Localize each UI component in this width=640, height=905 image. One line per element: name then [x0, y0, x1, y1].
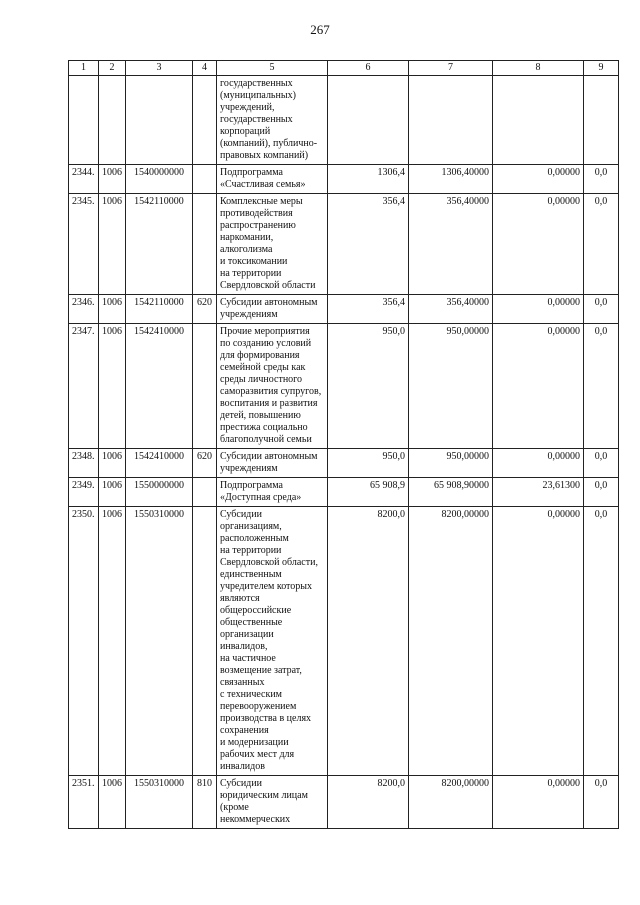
row-number-cell: 2351. — [69, 776, 99, 829]
executed-amount-cell: 950,00000 — [409, 324, 493, 449]
table-row — [69, 324, 619, 449]
section-cell: 1006 — [99, 478, 126, 507]
table-row — [69, 194, 619, 295]
expense-type-cell: 810 — [193, 776, 217, 829]
row-name-cell: государственных (муниципальных) учреждений, государственных корпораций (компаний), публично- правовых компаний) — [217, 76, 328, 165]
row-name-cell: Подпрограмма «Счастливая семья» — [217, 165, 328, 194]
row-name-cell: Субсидии автономным учреждениям — [217, 449, 328, 478]
col-header: 3 — [126, 61, 193, 76]
expense-type-cell: 620 — [193, 449, 217, 478]
page-number: 267 — [310, 22, 330, 37]
executed-amount-cell: 8200,00000 — [409, 776, 493, 829]
target-article-cell: 1542410000 — [126, 449, 193, 478]
percent-cell: 0,0 — [584, 194, 619, 295]
table-row — [69, 165, 619, 194]
section-cell: 1006 — [99, 295, 126, 324]
executed-amount-cell: 950,00000 — [409, 449, 493, 478]
row-number-cell: 2347. — [69, 324, 99, 449]
table-row — [69, 507, 619, 776]
col-header: 5 — [217, 61, 328, 76]
expense-type-cell — [193, 194, 217, 295]
target-article-cell: 1540000000 — [126, 165, 193, 194]
percent-cell: 0,0 — [584, 478, 619, 507]
row-number-cell: 2348. — [69, 449, 99, 478]
expense-type-cell: 620 — [193, 295, 217, 324]
col-header: 8 — [493, 61, 584, 76]
col-header: 6 — [328, 61, 409, 76]
row-number-cell: 2349. — [69, 478, 99, 507]
executed-amount-cell: 1306,40000 — [409, 165, 493, 194]
target-article-cell: 1550000000 — [126, 478, 193, 507]
row-number-cell: 2344. — [69, 165, 99, 194]
percent-cell: 0,0 — [584, 449, 619, 478]
col-header: 2 — [99, 61, 126, 76]
continuation-row — [69, 76, 619, 165]
table-row — [69, 449, 619, 478]
expense-type-cell — [193, 324, 217, 449]
federal-amount-cell: 0,00000 — [493, 449, 584, 478]
amount-cell: 8200,0 — [328, 507, 409, 776]
target-article-cell: 1550310000 — [126, 507, 193, 776]
budget-table — [68, 60, 619, 829]
federal-amount-cell: 0,00000 — [493, 194, 584, 295]
section-cell: 1006 — [99, 507, 126, 776]
row-name-cell: Прочие мероприятия по созданию условий для формирования семейной среды как среды личностного саморазвития супругов, воспитания и развития детей, повышению престижа социально благополучной семьи — [217, 324, 328, 449]
target-article-cell: 1542110000 — [126, 295, 193, 324]
row-name-cell: Подпрограмма «Доступная среда» — [217, 478, 328, 507]
percent-cell: 0,0 — [584, 295, 619, 324]
amount-cell: 356,4 — [328, 194, 409, 295]
row-number-cell: 2345. — [69, 194, 99, 295]
federal-amount-cell: 0,00000 — [493, 165, 584, 194]
expense-type-cell — [193, 165, 217, 194]
section-cell: 1006 — [99, 324, 126, 449]
executed-amount-cell: 356,40000 — [409, 295, 493, 324]
target-article-cell: 1550310000 — [126, 776, 193, 829]
section-cell: 1006 — [99, 165, 126, 194]
executed-amount-cell: 65 908,90000 — [409, 478, 493, 507]
federal-amount-cell: 0,00000 — [493, 324, 584, 449]
amount-cell: 65 908,9 — [328, 478, 409, 507]
row-name-cell: Субсидии автономным учреждениям — [217, 295, 328, 324]
expense-type-cell — [193, 507, 217, 776]
row-name-cell: Комплексные меры противодействия распространению наркомании, алкоголизма и токсикомании на территории Свердловской области — [217, 194, 328, 295]
federal-amount-cell: 23,61300 — [493, 478, 584, 507]
col-header: 1 — [69, 61, 99, 76]
percent-cell: 0,0 — [584, 507, 619, 776]
expense-type-cell — [193, 478, 217, 507]
section-cell: 1006 — [99, 194, 126, 295]
row-number-cell: 2350. — [69, 507, 99, 776]
federal-amount-cell: 0,00000 — [493, 507, 584, 776]
percent-cell: 0,0 — [584, 324, 619, 449]
percent-cell: 0,0 — [584, 776, 619, 829]
section-cell: 1006 — [99, 449, 126, 478]
amount-cell: 950,0 — [328, 449, 409, 478]
col-header: 9 — [584, 61, 619, 76]
federal-amount-cell: 0,00000 — [493, 776, 584, 829]
table-row — [69, 776, 619, 829]
table-row — [69, 295, 619, 324]
row-number-cell: 2346. — [69, 295, 99, 324]
amount-cell: 950,0 — [328, 324, 409, 449]
row-name-cell: Субсидии организациям, расположенным на территории Свердловской области, единственным учредителем которых являются общероссийские общественные организации инвалидов, на частичное возмещение затрат, связанных с техническим перевооружением производства в целях сохранения и модернизации рабочих мест для инвалидов — [217, 507, 328, 776]
col-header: 7 — [409, 61, 493, 76]
executed-amount-cell: 356,40000 — [409, 194, 493, 295]
target-article-cell: 1542110000 — [126, 194, 193, 295]
header-row — [69, 61, 619, 76]
percent-cell: 0,0 — [584, 165, 619, 194]
executed-amount-cell: 8200,00000 — [409, 507, 493, 776]
federal-amount-cell: 0,00000 — [493, 295, 584, 324]
target-article-cell: 1542410000 — [126, 324, 193, 449]
amount-cell: 356,4 — [328, 295, 409, 324]
row-name-cell: Субсидии юридическим лицам (кроме некоммерческих — [217, 776, 328, 829]
amount-cell: 8200,0 — [328, 776, 409, 829]
section-cell: 1006 — [99, 776, 126, 829]
amount-cell: 1306,4 — [328, 165, 409, 194]
col-header: 4 — [193, 61, 217, 76]
table-row — [69, 478, 619, 507]
